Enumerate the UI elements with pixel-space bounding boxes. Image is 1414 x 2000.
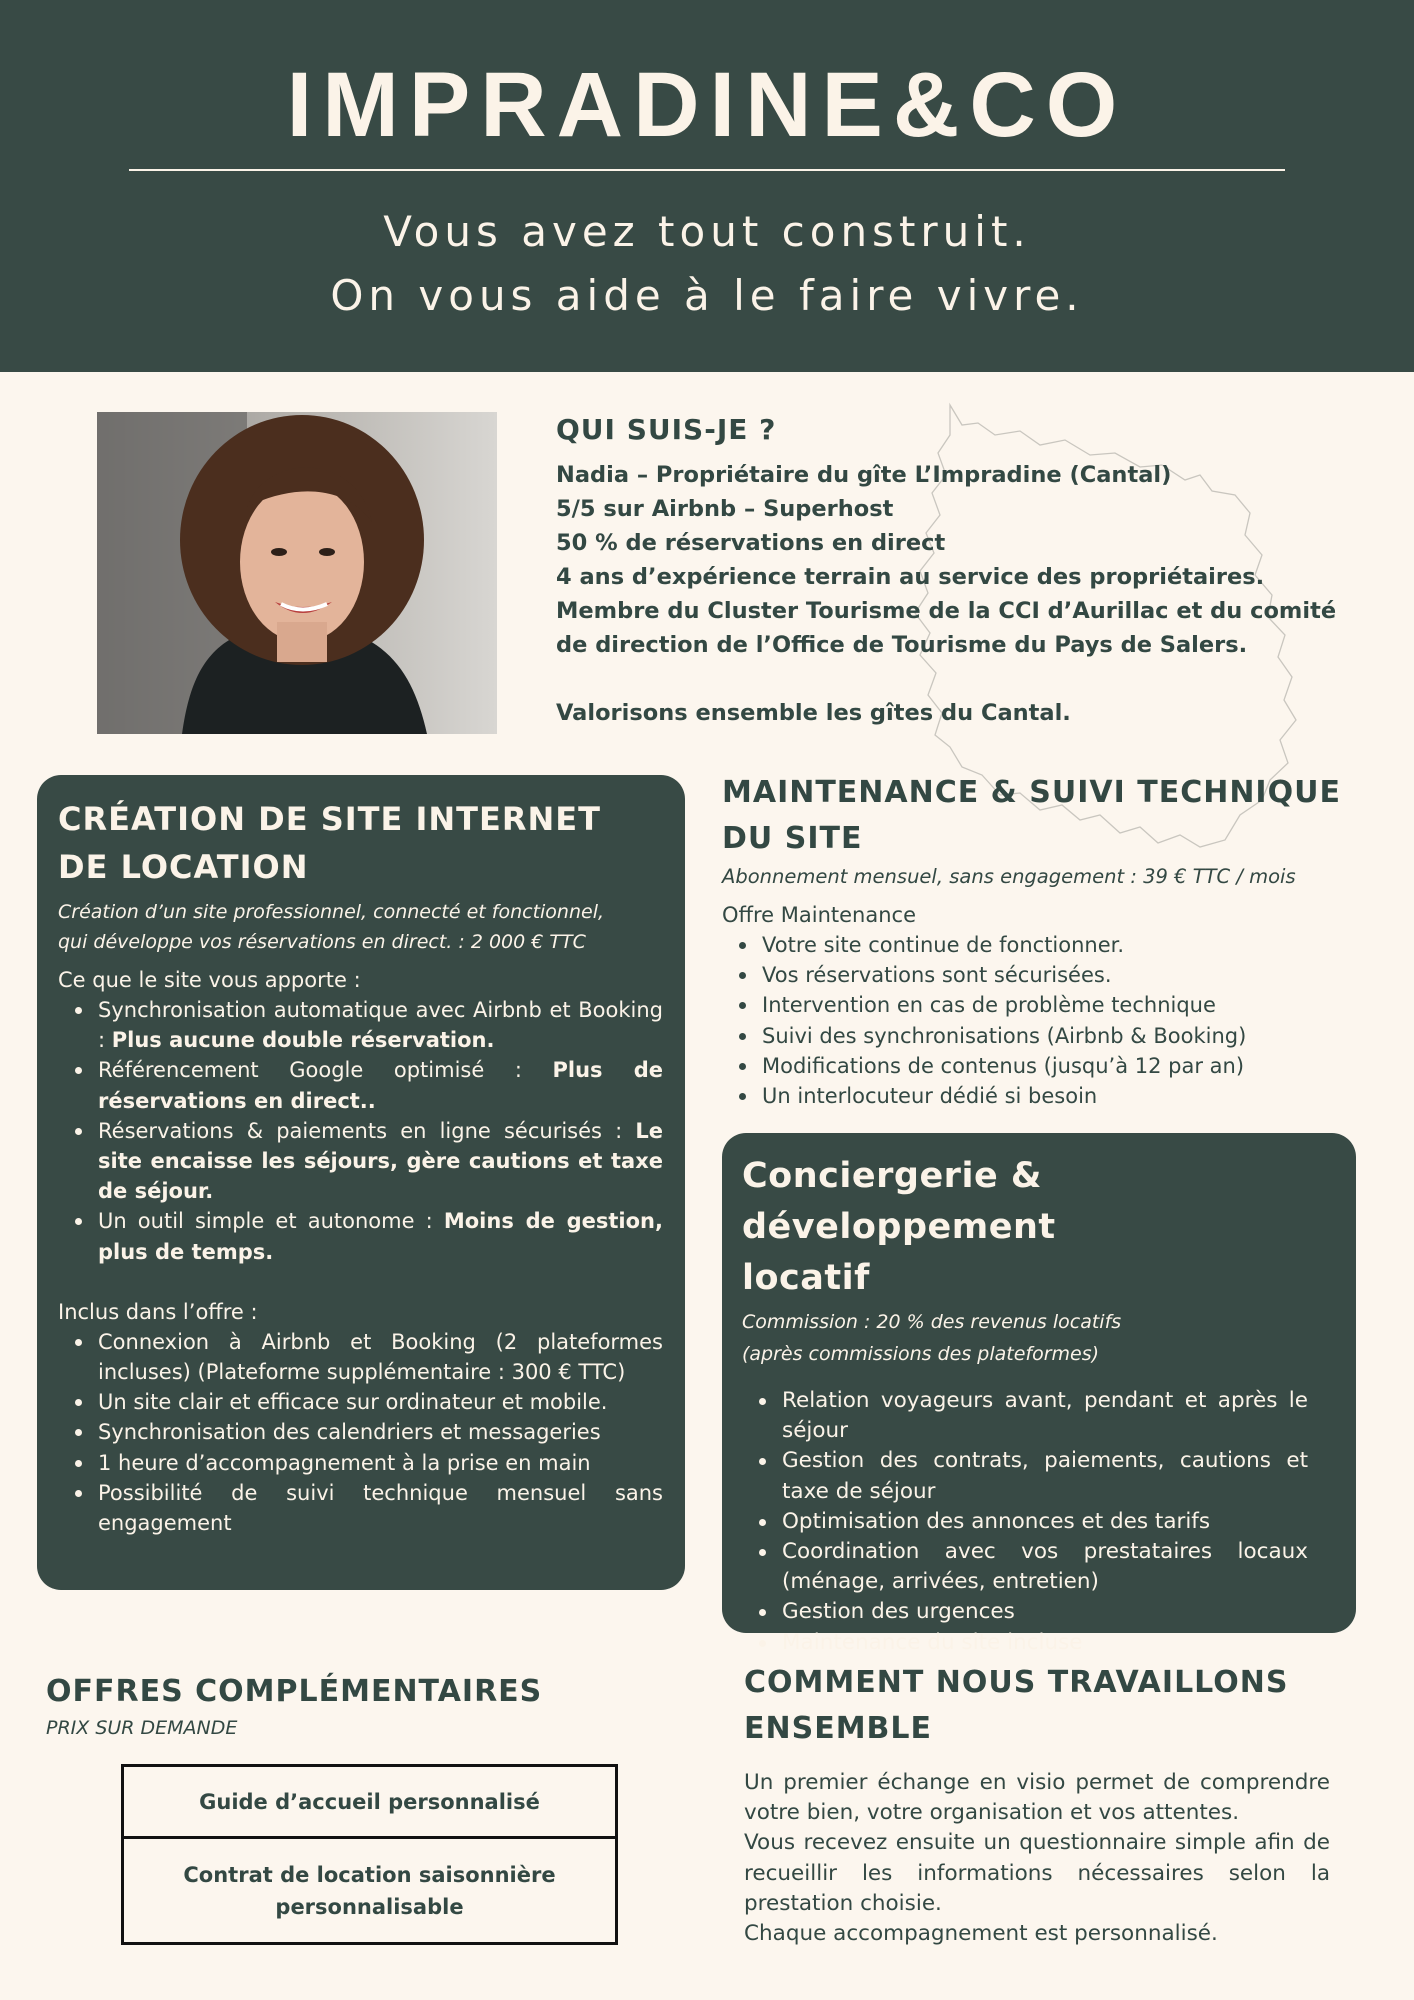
concierge-title — [742, 1151, 1308, 1304]
maintenance-offer-label: Offre Maintenance — [722, 903, 917, 927]
how-we-work-body — [744, 1768, 1330, 1949]
list-item: Gestion des urgences — [742, 1597, 1308, 1627]
creation-included-label: Inclus dans l’offre : — [58, 1299, 258, 1324]
offer-item: Guide d’accueil personnalisé — [124, 1767, 615, 1839]
complementary-offers-section — [46, 1670, 646, 1742]
list-item: Vos réservations sont sécurisées. — [722, 960, 1372, 990]
header-banner — [0, 0, 1414, 372]
maintenance-title-line-1: MAINTENANCE & SUIVI TECHNIQUE — [722, 775, 1341, 810]
list-item: Relation voyageurs avant, pendant et après le séjour — [742, 1386, 1308, 1446]
how-we-work-title-line-2: ENSEMBLE — [744, 1711, 933, 1746]
portrait-image — [97, 412, 497, 734]
list-item: Maintenance du site incluse — [742, 1628, 1308, 1658]
tagline — [0, 200, 1414, 328]
maintenance-price: Abonnement mensuel, sans engagement : 39 € TTC / mois — [722, 865, 1296, 888]
offers-table — [121, 1764, 618, 1945]
about-line: 5/5 sur Airbnb – Superhost — [556, 496, 894, 522]
list-item: Un interlocuteur dédié si besoin — [722, 1081, 1372, 1111]
maintenance-list — [722, 930, 1372, 1111]
about-line: Nadia – Propriétaire du gîte L’Impradine (Cantal) — [556, 462, 1172, 488]
paragraph: Vous recevez ensuite un questionnaire simple afin de recueillir les informations nécessaires selon la prestation choisie. — [744, 1830, 1330, 1916]
concierge-list — [742, 1386, 1308, 1658]
about-line: 4 ans d’expérience terrain au service des propriétaires. — [556, 564, 1265, 590]
list-item: Connexion à Airbnb et Booking (2 plateformes incluses) (Plateforme supplémentaire : 300 € TTC) — [58, 1327, 663, 1387]
about-line: 50 % de réservations en direct — [556, 530, 946, 556]
how-we-work-title-line-1: COMMENT NOUS TRAVAILLONS — [744, 1665, 1289, 1700]
creation-card — [37, 775, 685, 1590]
list-item: Gestion des contrats, paiements, cautions et taxe de séjour — [742, 1446, 1308, 1506]
brand-title: IMPRADINE&CO — [286, 54, 1128, 156]
concierge-title-line-1: Conciergerie & développement — [742, 1156, 1056, 1247]
creation-benefits-list — [58, 995, 663, 1267]
list-item: Synchronisation des calendriers et messageries — [58, 1417, 663, 1447]
concierge-card — [722, 1133, 1356, 1655]
maintenance-title — [722, 770, 1372, 862]
creation-title-line-1: CRÉATION DE SITE INTERNET — [58, 800, 601, 838]
list-item: Un outil simple et autonome : Moins de gestion, plus de temps. — [58, 1206, 663, 1266]
how-we-work-section — [744, 1660, 1330, 1949]
tagline-line-2: On vous aide à le faire vivre. — [330, 271, 1084, 320]
concierge-commission-line-1: Commission : 20 % des revenus locatifs — [742, 1311, 1122, 1333]
offers-price-note: PRIX SUR DEMANDE — [46, 1717, 238, 1739]
list-item: Votre site continue de fonctionner. — [722, 930, 1372, 960]
list-item: Suivi des synchronisations (Airbnb & Booking) — [722, 1021, 1372, 1051]
list-item: Un site clair et efficace sur ordinateur et mobile. — [58, 1387, 663, 1417]
about-line: de direction de l’Office de Tourisme du Pays de Salers. — [556, 632, 1248, 658]
about-closing: Valorisons ensemble les gîtes du Cantal. — [556, 700, 1071, 726]
header-divider — [129, 169, 1285, 171]
list-item: Optimisation des annonces et des tarifs — [742, 1507, 1308, 1537]
creation-benefits-label: Ce que le site vous apporte : — [58, 968, 361, 992]
concierge-commission — [742, 1306, 1308, 1370]
list-item: Synchronisation automatique avec Airbnb et Booking : Plus aucune double réservation. — [58, 995, 663, 1055]
list-item: Modifications de contenus (jusqu’à 12 par an) — [722, 1051, 1372, 1081]
how-we-work-title — [744, 1660, 1330, 1752]
creation-title — [58, 795, 663, 891]
list-item: Possibilité de suivi technique mensuel sans engagement — [58, 1478, 663, 1538]
list-item: Coordination avec vos prestataires locaux (ménage, arrivées, entretien) — [742, 1537, 1308, 1597]
offer-item: Contrat de location saisonnière personnalisable — [183, 1862, 556, 1919]
maintenance-section — [722, 770, 1372, 1111]
list-item: Intervention en cas de problème technique — [722, 990, 1372, 1020]
list-item: 1 heure d’accompagnement à la prise en main — [58, 1448, 663, 1478]
concierge-title-line-2: locatif — [742, 1258, 870, 1298]
creation-included-list — [58, 1327, 663, 1538]
portrait-photo — [97, 412, 497, 734]
maintenance-title-line-2: DU SITE — [722, 821, 863, 856]
paragraph: Chaque accompagnement est personnalisé. — [744, 1921, 1218, 1947]
about-line: Membre du Cluster Tourisme de la CCI d’Aurillac et du comité — [556, 598, 1337, 624]
creation-title-line-2: DE LOCATION — [58, 848, 309, 886]
list-item: Référencement Google optimisé : Plus de réservations en direct.. — [58, 1055, 663, 1115]
tagline-line-1: Vous avez tout construit. — [383, 207, 1031, 256]
offers-heading: OFFRES COMPLÉMENTAIRES — [46, 1674, 543, 1709]
about-section — [556, 410, 1356, 730]
paragraph: Un premier échange en visio permet de comprendre votre bien, votre organisation et vos attentes. — [744, 1770, 1330, 1826]
concierge-commission-line-2: (après commissions des plateformes) — [742, 1343, 1100, 1365]
creation-price: Création d’un site professionnel, connecté et fonctionnel, qui développe vos réservations en direct. : 2 000 € TTC — [58, 901, 605, 953]
about-heading: QUI SUIS-JE ? — [556, 413, 777, 446]
list-item: Réservations & paiements en ligne sécurisés : Le site encaisse les séjours, gère cautions et taxe de séjour. — [58, 1116, 663, 1207]
